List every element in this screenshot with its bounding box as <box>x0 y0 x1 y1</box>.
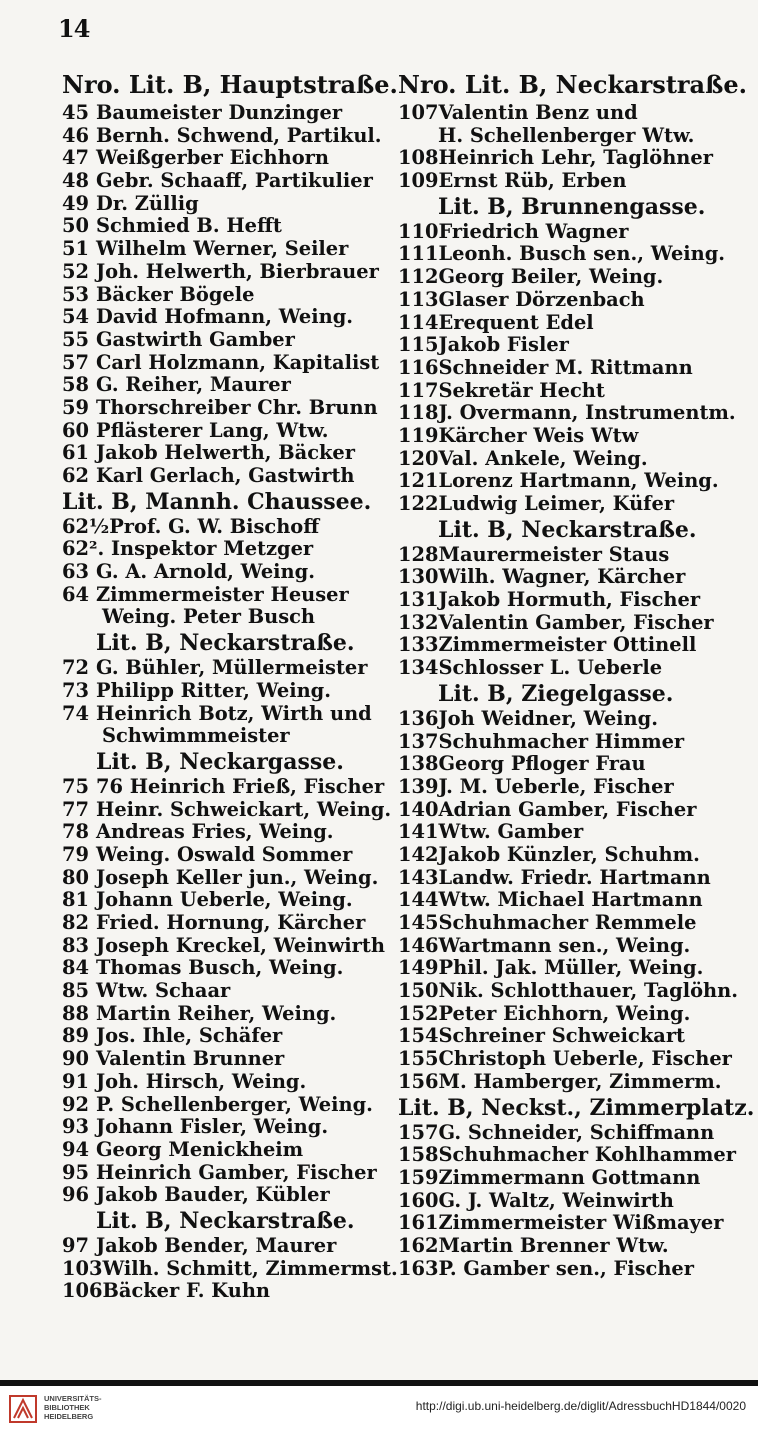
resident-name: Joh Weidner, Weing. <box>438 706 658 730</box>
house-number: 53 <box>62 282 89 306</box>
address-entry <box>398 221 738 244</box>
resident-name: Phil. Jak. Müller, Weing. <box>438 956 704 980</box>
resident-name: P. Schellenberger, Weing. <box>96 1092 373 1116</box>
address-entry <box>398 289 738 312</box>
resident-name: Schlosser L. Ueberle <box>438 656 663 680</box>
house-number: 63 <box>62 560 89 584</box>
house-number: 107 <box>398 101 439 124</box>
house-number: 77 <box>62 797 89 821</box>
address-entry <box>398 544 738 567</box>
resident-name: Heinrich Gamber, Fischer <box>96 1160 377 1184</box>
address-entry <box>62 1184 392 1207</box>
house-number: 111 <box>398 242 439 266</box>
resident-name: Peter Eichhorn, Weing. <box>438 1001 691 1025</box>
resident-name: Ludwig Leimer, Küfer <box>438 492 675 515</box>
address-entry <box>62 1048 392 1071</box>
resident-name: Christoph Ueberle, Fischer <box>438 1047 732 1071</box>
resident-name: Leonh. Busch sen., Weing. <box>438 242 726 266</box>
resident-name: Nik. Schlotthauer, Taglöhn. <box>438 979 738 1003</box>
house-number: 64 <box>62 582 89 606</box>
address-entry <box>398 708 738 731</box>
street-heading: Lit. B, Neckarstraße. <box>96 630 355 657</box>
house-number: 62½ <box>62 514 110 538</box>
resident-name: Valentin Gamber, Fischer <box>438 610 714 634</box>
entry-continuation: Schwimmmeister <box>102 724 290 748</box>
address-entry <box>398 1212 738 1235</box>
address-entry <box>62 215 392 238</box>
house-number: 85 <box>62 979 89 1003</box>
house-number: 159 <box>398 1165 439 1189</box>
house-number: 80 <box>62 865 89 889</box>
house-number: 131 <box>398 588 439 612</box>
resident-name: Joseph Kreckel, Weinwirth <box>96 933 385 957</box>
house-number: 145 <box>398 911 439 934</box>
resident-name: Schmied B. Hefft <box>96 214 282 238</box>
house-number: 55 <box>62 327 89 351</box>
house-number: 120 <box>398 446 439 470</box>
resident-name: Martin Brenner Wtw. <box>438 1233 669 1257</box>
address-entry <box>398 1003 738 1026</box>
address-entry <box>398 821 738 844</box>
house-number: 163 <box>398 1256 439 1280</box>
resident-name: Wartmann sen., Weing. <box>438 933 691 957</box>
resident-name: Wtw. Gamber <box>438 820 584 844</box>
house-number: 59 <box>62 395 89 419</box>
resident-name: . Inspektor Metzger <box>97 537 314 561</box>
house-number: 142 <box>398 842 439 866</box>
address-entry <box>398 1122 738 1145</box>
address-entry <box>398 1190 738 1213</box>
street-heading: Lit. B, Neckargasse. <box>96 748 344 775</box>
house-number: 138 <box>398 752 439 776</box>
address-entry <box>62 680 392 703</box>
address-entry <box>62 957 392 980</box>
street-heading: Lit. B, Ziegelgasse. <box>438 680 674 707</box>
entry-continuation: H. Schellenberger Wtw. <box>438 123 695 147</box>
address-entry <box>62 1116 392 1139</box>
house-number: 119 <box>398 423 439 447</box>
resident-name: Heinr. Schweickart, Weing. <box>96 797 392 821</box>
resident-name: Glaser Dörzenbach <box>438 287 645 311</box>
address-entry <box>62 1003 392 1026</box>
resident-name: Weing. Oswald Sommer <box>96 842 353 866</box>
address-entry <box>398 312 738 335</box>
house-number: 61 <box>62 441 89 465</box>
resident-name: Bernh. Schwend, Partikul. <box>96 123 382 147</box>
house-number: 152 <box>398 1001 439 1025</box>
resident-name: Schuhmacher Remmele <box>438 911 697 934</box>
address-entry <box>62 170 392 193</box>
house-number: 58 <box>62 373 89 397</box>
address-entry <box>398 566 738 589</box>
resident-name: Wtw. Schaar <box>96 979 231 1003</box>
house-number: 45 <box>62 101 89 124</box>
house-number: 90 <box>62 1047 89 1071</box>
resident-name: Schneider M. Rittmann <box>438 355 693 379</box>
house-number: 132 <box>398 610 439 634</box>
address-entry <box>62 306 392 329</box>
house-number: 109 <box>398 169 439 193</box>
address-entry <box>62 844 392 867</box>
library-line-2: BIBLIOTHEK <box>44 1403 90 1412</box>
resident-name: Val. Ankele, Weing. <box>438 446 648 470</box>
address-entry <box>62 420 392 443</box>
address-entry <box>62 584 392 607</box>
resident-name: Georg Beiler, Weing. <box>438 265 664 289</box>
address-entry <box>398 1167 738 1190</box>
resident-name: Weißgerber Eichhorn <box>96 146 329 170</box>
street-heading: Lit. B, Brunnengasse. <box>438 193 706 220</box>
resident-name: Philipp Ritter, Weing. <box>96 678 331 702</box>
house-number: 93 <box>62 1115 89 1139</box>
resident-name: Gebr. Schaaff, Partikulier <box>96 169 373 193</box>
resident-name: Adrian Gamber, Fischer <box>438 797 697 821</box>
house-number: 72 <box>62 656 89 680</box>
resident-name: Heinrich Lehr, Taglöhner <box>438 146 713 170</box>
address-entry <box>398 889 738 912</box>
house-number: 158 <box>398 1143 439 1167</box>
resident-name: Zimmermeister Heuser <box>96 582 349 606</box>
house-number: 149 <box>398 956 439 980</box>
resident-name: 76 Heinrich Frieß, Fischer <box>96 774 385 798</box>
house-number: 49 <box>62 191 89 215</box>
house-number: 81 <box>62 888 89 912</box>
house-number: 74 <box>62 701 89 725</box>
house-number: 91 <box>62 1069 89 1093</box>
resident-name: Jakob Bender, Maurer <box>96 1233 337 1257</box>
resident-name: G. Schneider, Schiffmann <box>438 1120 715 1144</box>
address-entry <box>398 102 738 125</box>
address-entry <box>398 266 738 289</box>
house-number: 137 <box>398 729 439 753</box>
address-entry <box>62 1280 392 1303</box>
house-number: 60 <box>62 418 89 442</box>
address-entry <box>62 147 392 170</box>
house-number: 82 <box>62 911 89 934</box>
address-entry <box>398 957 738 980</box>
address-entry <box>62 1025 392 1048</box>
house-number: 50 <box>62 214 89 238</box>
resident-name: Landw. Friedr. Hartmann <box>438 865 711 889</box>
resident-name: Valentin Brunner <box>96 1047 285 1071</box>
house-number: 47 <box>62 146 89 170</box>
house-number: 62² <box>62 537 98 561</box>
resident-name: Pflästerer Lang, Wtw. <box>96 418 329 442</box>
address-entry <box>398 448 738 471</box>
house-number: 117 <box>398 378 439 402</box>
address-entry <box>398 634 738 657</box>
address-entry <box>62 374 392 397</box>
house-number: 122 <box>398 492 439 515</box>
address-entry <box>398 470 738 493</box>
house-number: 48 <box>62 169 89 193</box>
house-number: 118 <box>398 401 439 425</box>
house-number: 92 <box>62 1092 89 1116</box>
resident-name: Jos. Ihle, Schäfer <box>96 1024 283 1048</box>
resident-name: G. Bühler, Müllermeister <box>96 656 368 680</box>
library-line-3: HEIDELBERG <box>44 1412 94 1421</box>
address-entry <box>62 238 392 261</box>
house-number: 73 <box>62 678 89 702</box>
address-entry <box>398 1258 738 1281</box>
resident-name: Baumeister Dunzinger <box>96 101 343 124</box>
house-number: 140 <box>398 797 439 821</box>
address-entry <box>398 334 738 357</box>
house-number: 136 <box>398 706 439 730</box>
house-number: 155 <box>398 1047 439 1071</box>
house-number: 121 <box>398 469 439 493</box>
house-number: 162 <box>398 1233 439 1257</box>
resident-name: Karl Gerlach, Gastwirth <box>96 464 355 487</box>
resident-name: Schuhmacher Himmer <box>438 729 685 753</box>
house-number: 143 <box>398 865 439 889</box>
street-heading: Lit. B, Mannh. Chaussee. <box>62 488 372 515</box>
house-number: 96 <box>62 1183 89 1207</box>
house-number: 62 <box>62 464 89 487</box>
address-entry <box>398 912 738 935</box>
resident-name: Valentin Benz und <box>438 101 638 124</box>
resident-name: Sekretär Hecht <box>438 378 605 402</box>
resident-name: Georg Pfloger Frau <box>438 752 646 776</box>
address-entry <box>62 703 392 726</box>
house-number: 106 <box>62 1279 103 1303</box>
resident-name: Bäcker Bögele <box>96 282 255 306</box>
house-number: 134 <box>398 656 439 680</box>
resident-name: Carl Holzmann, Kapitalist <box>96 350 380 374</box>
house-number: 97 <box>62 1233 89 1257</box>
house-number: 108 <box>398 146 439 170</box>
address-entry <box>398 731 738 754</box>
resident-name: Andreas Fries, Weing. <box>96 820 334 844</box>
resident-name: Jakob Hormuth, Fischer <box>438 588 701 612</box>
address-entry <box>62 465 392 488</box>
house-number: 157 <box>398 1120 439 1144</box>
entry-continuation: Weing. Peter Busch <box>102 605 316 629</box>
address-entry <box>398 753 738 776</box>
street-heading: Lit. B, Neckst., Zimmerplatz. <box>398 1094 755 1121</box>
house-number: 110 <box>398 219 439 243</box>
address-entry <box>62 193 392 216</box>
address-entry <box>398 1144 738 1167</box>
address-entry <box>62 935 392 958</box>
resident-name: G. A. Arnold, Weing. <box>96 560 315 584</box>
address-entry <box>398 935 738 958</box>
address-entry <box>62 1071 392 1094</box>
house-number: 83 <box>62 933 89 957</box>
street-heading: Nro. Lit. B, Hauptstraße. <box>62 70 398 99</box>
resident-name: Erequent Edel <box>438 310 594 334</box>
address-entry <box>62 1094 392 1117</box>
house-number: 113 <box>398 287 439 311</box>
address-entry <box>62 102 392 125</box>
address-entry <box>398 799 738 822</box>
address-entry <box>62 799 392 822</box>
house-number: 160 <box>398 1188 439 1212</box>
resident-name: Johann Fisler, Weing. <box>96 1115 329 1139</box>
left-column <box>62 68 398 1303</box>
address-entry <box>62 912 392 935</box>
house-number: 94 <box>62 1137 89 1161</box>
resident-name: Joh. Hirsch, Weing. <box>96 1069 307 1093</box>
resident-name: Joh. Helwerth, Bierbrauer <box>96 259 379 283</box>
house-number: 84 <box>62 956 89 980</box>
address-entry <box>398 980 738 1003</box>
resident-name: Friedrich Wagner <box>438 219 629 243</box>
university-library-logo-icon <box>8 1394 38 1424</box>
address-entry <box>62 889 392 912</box>
address-entry <box>62 516 392 539</box>
house-number: 133 <box>398 633 439 657</box>
address-entry <box>62 1162 392 1185</box>
resident-name: Kärcher Weis Wtw <box>438 423 639 447</box>
address-entry <box>62 776 392 799</box>
house-number: 79 <box>62 842 89 866</box>
resident-name: Gastwirth Gamber <box>96 327 295 351</box>
address-entry <box>398 1071 738 1094</box>
address-entry <box>398 493 738 516</box>
house-number: 52 <box>62 259 89 283</box>
house-number: 130 <box>398 565 439 589</box>
house-number: 112 <box>398 265 439 289</box>
house-number: 78 <box>62 820 89 844</box>
resident-name: P. Gamber sen., Fischer <box>438 1256 694 1280</box>
street-heading: Nro. Lit. B, Neckarstraße. <box>398 70 747 99</box>
house-number: 75 <box>62 774 89 798</box>
resident-name: Thomas Busch, Weing. <box>96 956 344 980</box>
resident-name: G. J. Waltz, Weinwirth <box>438 1188 674 1212</box>
house-number: 95 <box>62 1160 89 1184</box>
address-entry <box>398 380 738 403</box>
resident-name: Bäcker F. Kuhn <box>102 1279 271 1303</box>
address-entry <box>62 821 392 844</box>
address-entry <box>398 147 738 170</box>
address-entry <box>398 589 738 612</box>
address-entry <box>398 357 738 380</box>
address-entry <box>62 1256 398 1281</box>
house-number: 51 <box>62 237 89 261</box>
library-line-1: UNIVERSITÄTS- <box>44 1394 102 1403</box>
address-entry <box>398 657 738 680</box>
resident-name: Lorenz Hartmann, Weing. <box>438 469 719 493</box>
house-number: 115 <box>398 333 439 357</box>
house-number: 116 <box>398 355 439 379</box>
resident-name: M. Hamberger, Zimmerm. <box>438 1069 722 1093</box>
house-number: 89 <box>62 1024 89 1048</box>
resident-name: Martin Reiher, Weing. <box>96 1001 337 1025</box>
address-entry <box>398 776 738 799</box>
address-entry <box>62 867 392 890</box>
house-number: 154 <box>398 1024 439 1048</box>
resident-name: Wilhelm Werner, Seiler <box>96 237 349 261</box>
house-number: 139 <box>398 774 439 798</box>
resident-name: Zimmermeister Ottinell <box>438 633 697 657</box>
resident-name: Joseph Keller jun., Weing. <box>96 865 379 889</box>
address-entry <box>62 261 392 284</box>
resident-name: Schreiner Schweickart <box>438 1024 685 1048</box>
house-number: 146 <box>398 933 439 957</box>
address-entry <box>62 284 392 307</box>
resident-name: Jakob Bauder, Kübler <box>96 1183 330 1207</box>
address-entry <box>398 844 738 867</box>
resident-name: Zimmermeister Wißmayer <box>438 1211 724 1235</box>
house-number: 156 <box>398 1069 439 1093</box>
resident-name: Jakob Künzler, Schuhm. <box>438 842 700 866</box>
address-entry <box>398 425 738 448</box>
resident-name: Jakob Helwerth, Bäcker <box>96 441 355 465</box>
address-entry <box>398 243 738 266</box>
resident-name: G. Reiher, Maurer <box>96 373 291 397</box>
address-entry <box>398 612 738 635</box>
address-entry <box>62 657 392 680</box>
house-number: 150 <box>398 979 439 1003</box>
house-number: 88 <box>62 1001 89 1025</box>
address-entry <box>398 1235 738 1258</box>
address-entry <box>62 1235 392 1258</box>
house-number: 57 <box>62 350 89 374</box>
address-entry <box>62 538 392 561</box>
house-number: 128 <box>398 542 439 566</box>
house-number: 161 <box>398 1211 439 1235</box>
right-column <box>398 68 755 1280</box>
resident-name: Heinrich Botz, Wirth und <box>96 701 372 725</box>
resident-name: Dr. Züllig <box>96 191 199 215</box>
address-entry <box>62 329 392 352</box>
resident-name: David Hofmann, Weing. <box>96 305 354 329</box>
source-url[interactable]: http://digi.ub.uni-heidelberg.de/diglit/AdressbuchHD1844/0020 <box>415 1399 746 1413</box>
resident-name: J. Overmann, Instrumentm. <box>438 401 736 425</box>
resident-name: Ernst Rüb, Erben <box>438 169 627 193</box>
house-number: 114 <box>398 310 439 334</box>
house-number: 141 <box>398 820 439 844</box>
resident-name: Zimmermann Gottmann <box>438 1165 701 1189</box>
address-entry <box>398 1048 738 1071</box>
address-entry <box>398 1025 738 1048</box>
resident-name: Wilh. Wagner, Kärcher <box>438 565 686 589</box>
address-entry <box>398 402 738 425</box>
street-heading: Lit. B, Neckarstraße. <box>438 516 697 543</box>
address-entry <box>62 352 392 375</box>
house-number: 46 <box>62 123 89 147</box>
page-number: 14 <box>58 14 90 43</box>
resident-name: Johann Ueberle, Weing. <box>96 888 353 912</box>
resident-name: Wilh. Schmitt, Zimmermst. <box>102 1256 398 1280</box>
address-entry <box>398 867 738 890</box>
street-heading: Lit. B, Neckarstraße. <box>96 1207 355 1234</box>
address-entry <box>62 125 392 148</box>
address-entry <box>62 397 392 420</box>
house-number: 103 <box>62 1256 103 1280</box>
house-number: 144 <box>398 888 439 912</box>
resident-name: Thorschreiber Chr. Brunn <box>96 395 378 419</box>
resident-name: Wtw. Michael Hartmann <box>438 888 703 912</box>
library-name <box>44 1394 102 1421</box>
resident-name: Georg Menickheim <box>96 1137 304 1161</box>
resident-name: Maurermeister Staus <box>438 542 670 566</box>
resident-name: Schuhmacher Kohlhammer <box>438 1143 736 1167</box>
address-entry <box>62 442 392 465</box>
address-entry <box>62 1139 392 1162</box>
house-number: 54 <box>62 305 89 329</box>
resident-name: Fried. Hornung, Kärcher <box>96 911 366 934</box>
address-entry <box>398 170 738 193</box>
address-entry <box>62 980 392 1003</box>
resident-name: Prof. G. W. Bischoff <box>109 514 320 538</box>
address-entry <box>62 561 392 584</box>
resident-name: J. M. Ueberle, Fischer <box>438 774 674 798</box>
footer <box>0 1386 758 1436</box>
resident-name: Jakob Fisler <box>438 333 569 357</box>
